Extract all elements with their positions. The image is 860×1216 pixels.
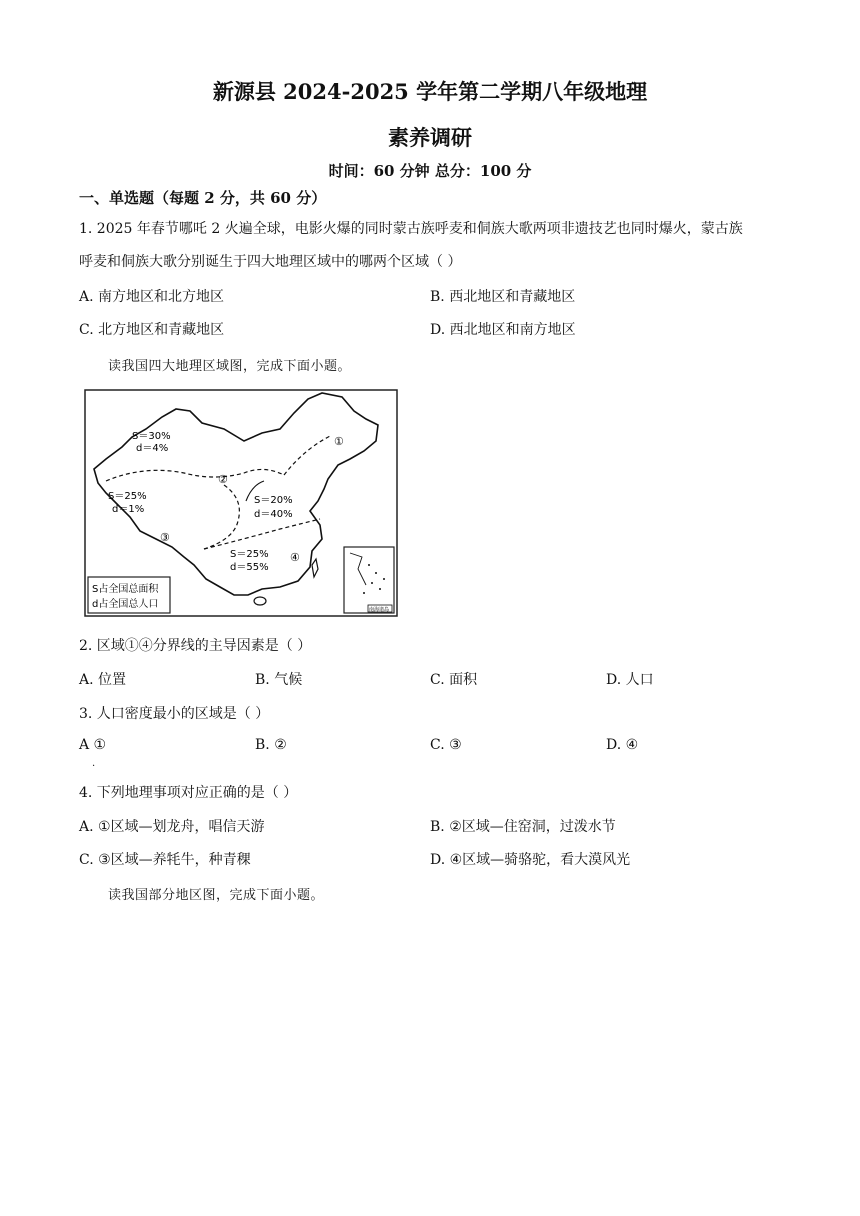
q2-option-a: A. 位置	[79, 672, 127, 688]
inset-label: 南海诸岛	[369, 607, 390, 613]
q4-option-b: B. ②区域—住窑洞，过泼水节	[430, 819, 616, 835]
q2-stem: 2. 区域①④分界线的主导因素是（ ）	[79, 638, 312, 654]
region-label-3: ③	[160, 531, 170, 544]
q2-option-c: C. 面积	[430, 672, 478, 688]
exam-title-line1: 新源县 2024-2025 学年第二学期八年级地理	[212, 79, 648, 104]
q3-option-d: D. ④	[606, 737, 639, 753]
region-label-1: ①	[334, 435, 344, 448]
exam-title-line2: 素养调研	[388, 125, 472, 150]
region-label-2: ②	[218, 473, 228, 486]
q1-option-c: C. 北方地区和青藏地区	[79, 322, 225, 338]
section-heading: 一、单选题（每题 2 分，共 60 分）	[79, 189, 327, 207]
q4-option-a: A. ①区域—划龙舟，唱信天游	[79, 819, 265, 835]
q4-option-d: D. ④区域—骑骆驼，看大漠风光	[430, 852, 631, 868]
q4-stem: 4. 下列地理事项对应正确的是（ ）	[79, 785, 298, 801]
q3-option-b: B. ②	[255, 737, 287, 753]
q1-stem-line1: 1. 2025 年春节哪吒 2 火遍全球，电影火爆的同时蒙古族呼麦和侗族大歌两项非遗技艺也同时爆火，蒙古族	[79, 221, 743, 237]
q2-option-b: B. 气候	[255, 672, 303, 688]
q1-stem-line2: 呼麦和侗族大歌分别诞生于四大地理区域中的哪两个区域（ ）	[79, 254, 462, 270]
china-regions-map	[84, 389, 398, 617]
stat-south-area: S＝25%	[230, 549, 269, 560]
q3-option-a: A ①	[79, 737, 107, 753]
stat-north-pop: d＝40%	[254, 509, 293, 520]
q3-stem: 3. 人口密度最小的区域是（ ）	[79, 706, 270, 722]
q4-option-c: C. ③区域—养牦牛，种青稞	[79, 852, 251, 868]
stat-qinghai-tibet-pop: d＝1%	[112, 504, 145, 515]
reading-intro-1: 读我国四大地理区域图，完成下面小题。	[108, 359, 352, 374]
legend-population: d占全国总人口	[92, 599, 159, 610]
q3-option-c: C. ③	[430, 737, 462, 753]
stat-north-area: S＝20%	[254, 495, 293, 506]
stat-northwest-pop: d＝4%	[136, 443, 169, 454]
region-label-4: ④	[290, 551, 300, 564]
stray-dot: .	[92, 758, 96, 769]
legend-area: S占全国总面积	[92, 584, 159, 595]
q2-option-d: D. 人口	[606, 672, 654, 688]
q1-option-b: B. 西北地区和青藏地区	[430, 289, 576, 305]
stat-qinghai-tibet-area: S＝25%	[108, 491, 147, 502]
stat-south-pop: d＝55%	[230, 562, 269, 573]
q1-option-a: A. 南方地区和北方地区	[79, 289, 225, 305]
stat-northwest-area: S＝30%	[132, 431, 171, 442]
exam-meta: 时间：60 分钟 总分：100 分	[328, 162, 532, 180]
q1-option-d: D. 西北地区和南方地区	[430, 322, 576, 338]
reading-intro-2: 读我国部分地区图，完成下面小题。	[108, 888, 325, 903]
